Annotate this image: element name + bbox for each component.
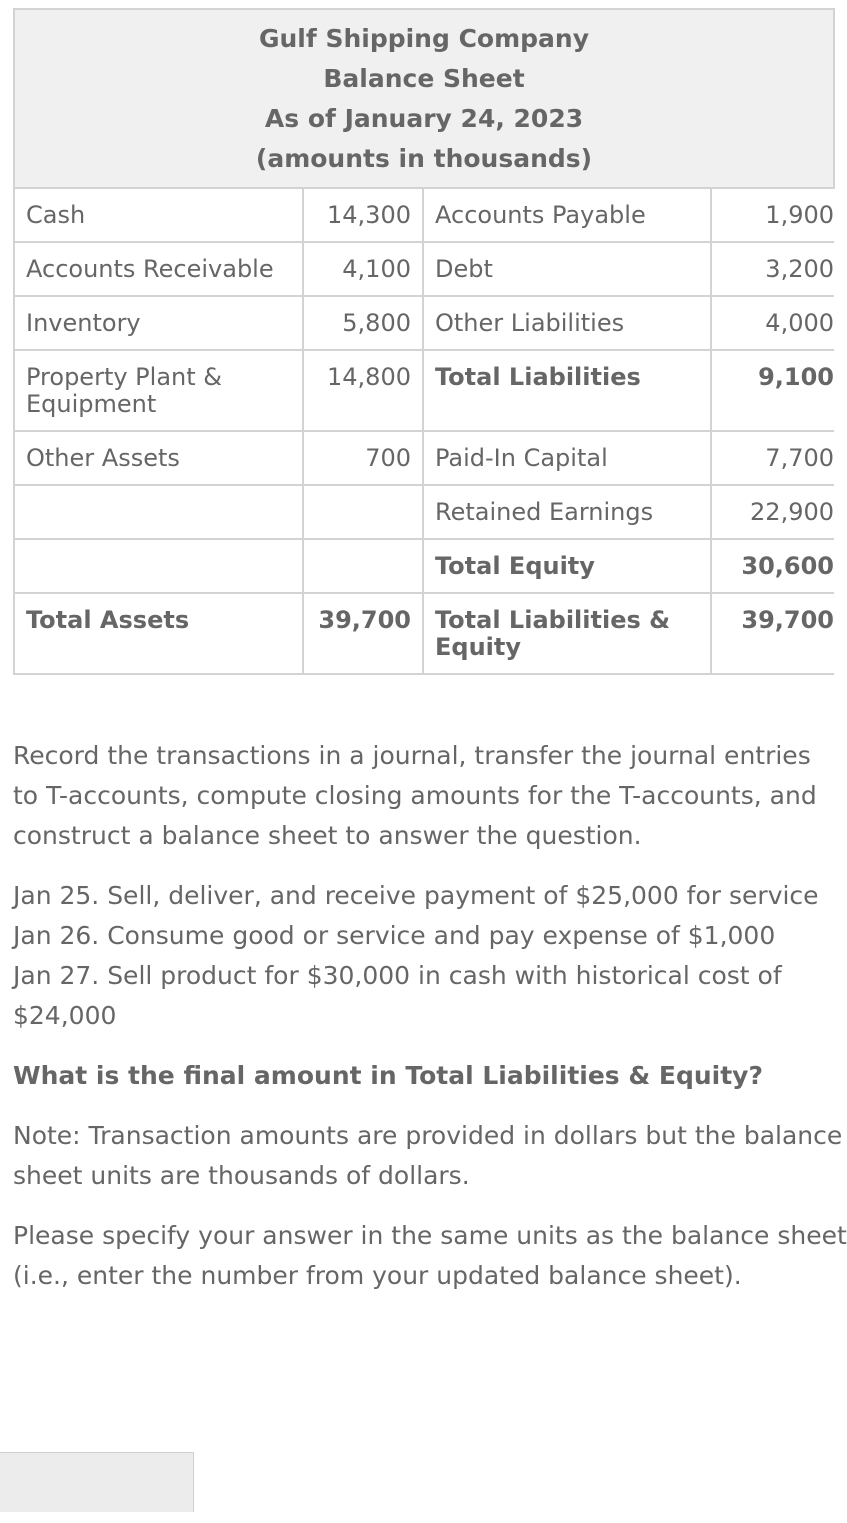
equity-label: Retained Earnings	[423, 485, 711, 539]
balance-sheet-header	[14, 9, 834, 188]
units-instruction-line: Please specify your answer in the same units as the balance sheet	[13, 1221, 847, 1250]
total-equity-label: Total Equity	[423, 539, 711, 593]
instructions-line: Record the transactions in a journal, transfer the journal entries	[13, 741, 811, 770]
liability-label: Accounts Payable	[423, 188, 711, 242]
equity-label: Paid-In Capital	[423, 431, 711, 485]
transaction-line: Jan 27. Sell product for $30,000 in cash with historical cost of	[13, 961, 782, 990]
question-content	[13, 736, 847, 1296]
total-assets-label: Total Assets	[14, 593, 303, 674]
transaction-line: $24,000	[13, 1001, 117, 1030]
equity-value: 22,900	[711, 485, 834, 539]
liability-label: Debt	[423, 242, 711, 296]
liability-label: Other Liabilities	[423, 296, 711, 350]
table-row	[14, 593, 834, 674]
table-row	[14, 242, 834, 296]
transaction-line: Jan 25. Sell, deliver, and receive payment of $25,000 for service	[13, 881, 819, 910]
instructions-line: construct a balance sheet to answer the question.	[13, 821, 642, 850]
table-row	[14, 296, 834, 350]
asset-value	[303, 485, 423, 539]
total-liabilities-value: 9,100	[711, 350, 834, 431]
asset-label	[14, 485, 303, 539]
sheet-date: As of January 24, 2023	[264, 104, 584, 133]
instructions-line: to T-accounts, compute closing amounts for the T-accounts, and	[13, 781, 817, 810]
total-liabilities-label: Total Liabilities	[423, 350, 711, 431]
asset-label	[14, 539, 303, 593]
table-row	[14, 539, 834, 593]
liability-value: 1,900	[711, 188, 834, 242]
balance-sheet-header-row	[14, 9, 834, 188]
asset-value	[303, 539, 423, 593]
units-instruction-line: (i.e., enter the number from your updated balance sheet).	[13, 1261, 742, 1290]
sheet-title: Balance Sheet	[323, 64, 525, 93]
table-row	[14, 350, 834, 431]
table-row	[14, 485, 834, 539]
asset-label: Cash	[14, 188, 303, 242]
note-line: Note: Transaction amounts are provided in dollars but the balance	[13, 1121, 843, 1150]
asset-label: Accounts Receivable	[14, 242, 303, 296]
asset-label: Inventory	[14, 296, 303, 350]
asset-label: Property Plant & Equipment	[14, 350, 303, 431]
asset-value: 14,800	[303, 350, 423, 431]
question-text: What is the final amount in Total Liabilities & Equity?	[13, 1061, 763, 1090]
table-row	[14, 188, 834, 242]
asset-value: 5,800	[303, 296, 423, 350]
equity-value: 7,700	[711, 431, 834, 485]
asset-value: 700	[303, 431, 423, 485]
note-line: sheet units are thousands of dollars.	[13, 1161, 470, 1190]
company-name: Gulf Shipping Company	[258, 24, 590, 53]
liability-value: 4,000	[711, 296, 834, 350]
total-assets-value: 39,700	[303, 593, 423, 674]
transaction-line: Jan 26. Consume good or service and pay expense of $1,000	[13, 921, 776, 950]
asset-value: 14,300	[303, 188, 423, 242]
total-liabilities-equity-value: 39,700	[711, 593, 834, 674]
balance-sheet-table	[13, 8, 835, 675]
table-row	[14, 431, 834, 485]
sheet-units: (amounts in thousands)	[255, 144, 593, 173]
total-equity-value: 30,600	[711, 539, 834, 593]
asset-label: Other Assets	[14, 431, 303, 485]
liability-value: 3,200	[711, 242, 834, 296]
answer-input[interactable]	[0, 1452, 194, 1512]
asset-value: 4,100	[303, 242, 423, 296]
total-liabilities-equity-label: Total Liabilities & Equity	[423, 593, 711, 674]
